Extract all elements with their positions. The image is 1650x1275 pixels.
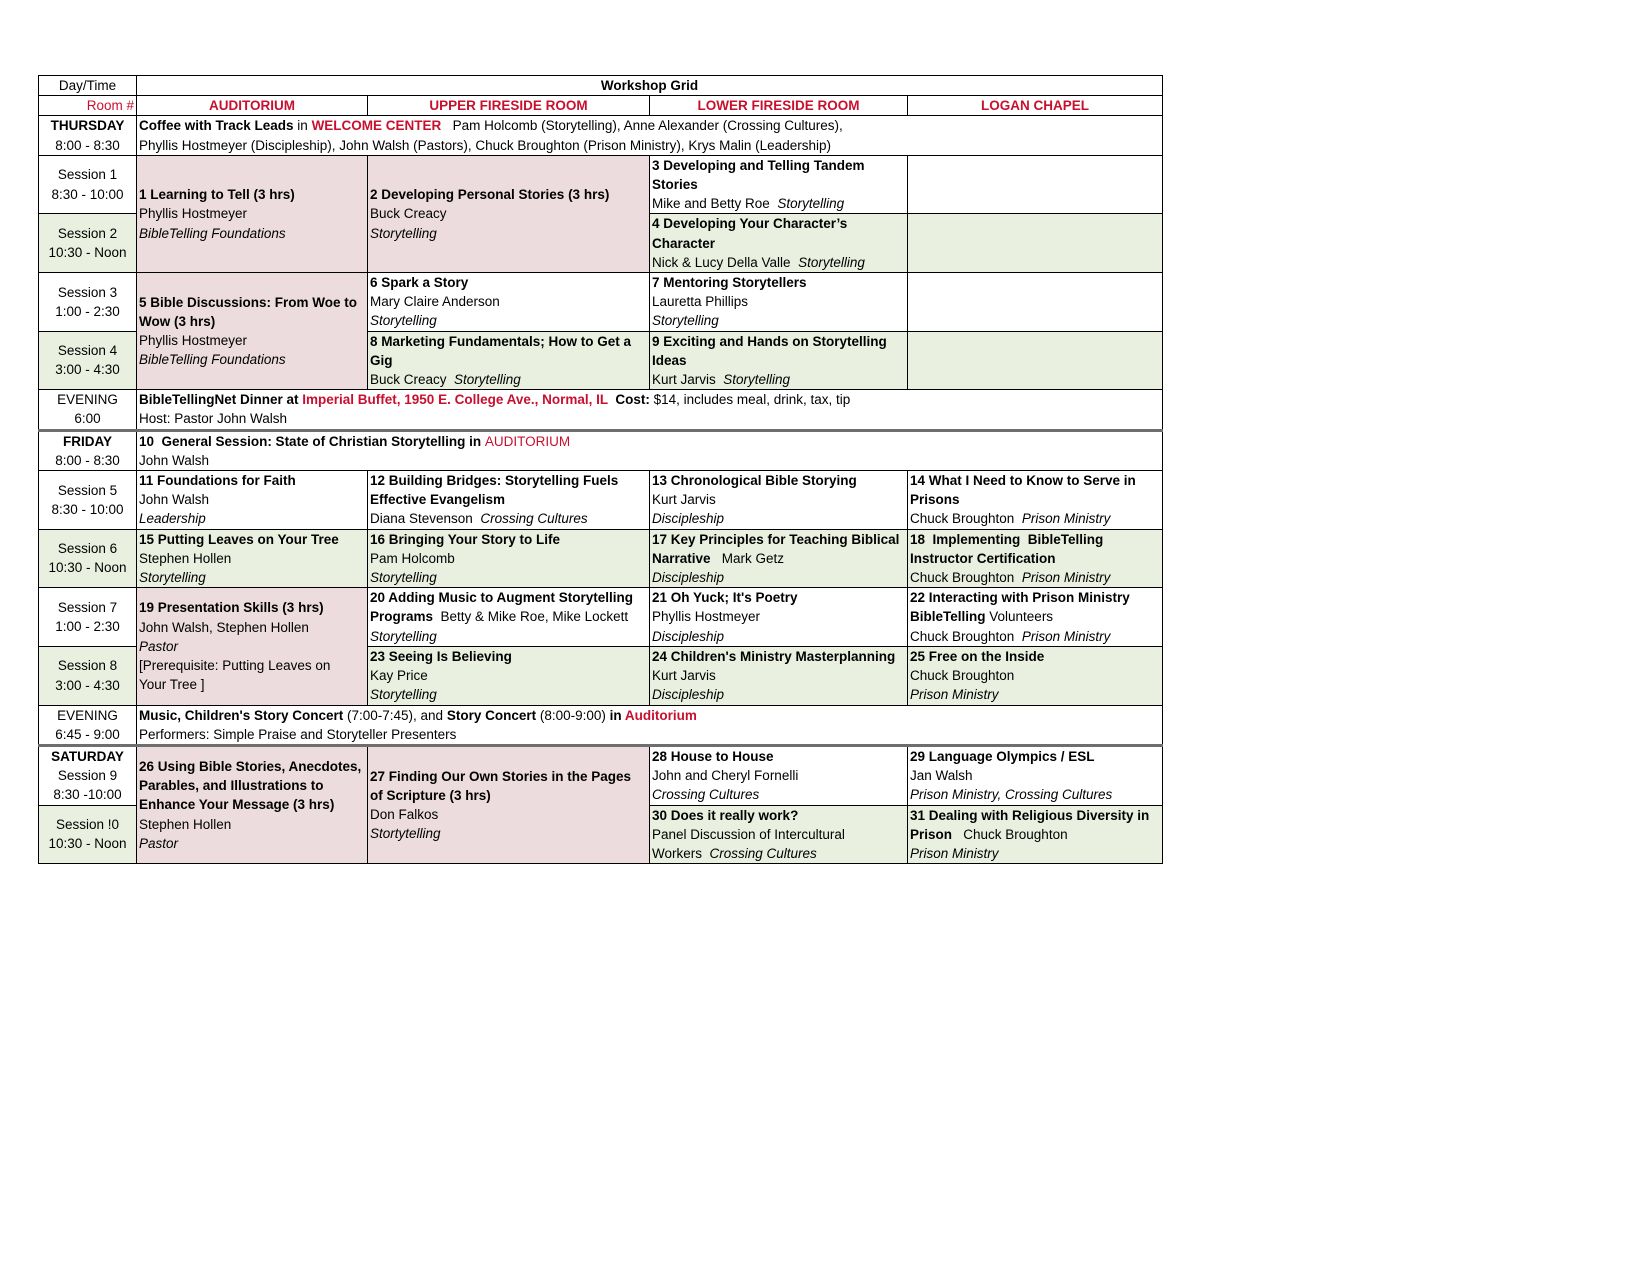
text-friday-w11-track: Leadership [139,511,206,527]
text-thursday-s4-name: Session 4 [57,343,118,359]
workshop-22 [908,588,1163,647]
workshop-12 [368,471,650,530]
text-thursday-w7-presenter: Lauretta Phillips [652,294,749,310]
text-friday-w16-title: 16 Bringing Your Story to Life [370,531,561,547]
coffee-cell [137,116,1163,155]
text-friday-w22-bold2: BibleTelling [910,609,986,625]
text-friday-w21-title: 21 Oh Yuck; It's Poetry [652,590,798,606]
text-friday-w12-track: Crossing Cultures [480,511,588,527]
text-friday-evening-b1: Music, Children's Story Concert [139,707,344,723]
text-friday-w23-title: 23 Seeing Is Believing [370,648,512,664]
text-thursday-s1-name: Session 1 [57,167,118,183]
text-friday-w23-presenter: Kay Price [370,668,428,684]
room-lower-fireside: LOWER FIRESIDE ROOM [650,96,908,116]
text-friday-w19-track: Pastor [139,638,179,654]
text-friday-evening-place: Auditorium [624,707,697,723]
workshop-20 [368,588,650,647]
evening-label [39,390,137,430]
text-saturday-w26-presenter: Stephen Hollen [139,816,232,832]
text-saturday-w28-track: Crossing Cultures [652,787,760,803]
text-friday-s5-name: Session 5 [57,482,118,498]
text-thursday-w6-track: Storytelling [370,313,437,329]
text-friday-day: FRIDAY [62,433,112,449]
empty-cell [908,331,1163,390]
text-friday-evening-performers: Performers: Simple Praise and Storyteller Presenters [139,726,457,742]
text-friday-w12-title1: 12 Building Bridges: Storytelling Fuels [370,473,619,489]
workshop-28 [650,745,908,805]
thursday-evening-row [39,390,1163,430]
text-friday-w15-presenter: Stephen Hollen [139,550,232,566]
text-friday-evening-b3: in [609,707,625,723]
text-friday-evening-time: 6:45 - 9:00 [55,726,120,742]
text-friday-s6-name: Session 6 [57,541,118,557]
workshop-31 [908,805,1163,864]
text-friday-w20-presenter: Betty & Mike Roe, Mike Lockett [433,609,629,625]
text-friday-s6-time: 10:30 - Noon [48,560,127,576]
text-friday-w22-rest2: Volunteers [985,609,1054,625]
dinner-cell [137,390,1163,430]
text-saturday-w26-title1: 26 Using Bible Stories, Anecdotes, [139,759,362,774]
text-friday-w22-title: 22 Interacting with Prison Ministry [910,590,1130,606]
text-thursday-s3-time: 1:00 - 2:30 [55,303,120,319]
text-thursday-w4-title2: Character [652,235,716,251]
text-thursday-w8-track: Storytelling [454,372,521,388]
text-friday-w21-track: Discipleship [652,628,725,644]
workshop-11 [137,471,368,530]
text-saturday-w31-track: Prison Ministry [910,845,999,861]
text-thursday-coffee-line1_rest: Pam Holcomb (Storytelling), Anne Alexander (Crossing Cultures), [441,118,843,134]
workshop-7 [650,273,908,332]
workshop-4 [650,214,908,273]
text-friday-w25-presenter: Chuck Broughton [910,668,1015,684]
text-thursday-time: 8:00 - 8:30 [55,137,120,153]
workshop-14 [908,471,1163,530]
text-friday-w11-title: 11 Foundations for Faith [139,473,296,489]
text-saturday-s9-time: 8:30 -10:00 [53,787,122,803]
text-thursday-w9-title2: Ideas [652,352,687,368]
workshop-16 [368,529,650,588]
text-friday-w17-title2: Narrative [652,550,711,566]
text-saturday-w31-title2: Prison [910,826,953,842]
text-friday-w18-title2: Instructor Certification [910,550,1056,566]
text-thursday-w2-title: 2 Developing Personal Stories (3 hrs) [370,187,610,203]
workshop-15 [137,529,368,588]
text-friday-w13-title: 13 Chronological Bible Storying [652,473,857,489]
workshop-8 [368,331,650,390]
text-saturday-w30-title: 30 Does it really work? [652,807,799,823]
workshop-25 [908,646,1163,705]
text-saturday-w31-presenter: Chuck Broughton [952,826,1068,842]
daytime-header: Day/Time [39,76,137,96]
text-thursday-w5-presenter: Phyllis Hostmeyer [139,333,248,349]
text-thursday-w9-track: Storytelling [723,372,791,388]
text-friday-w12-presenter: Diana Stevenson [370,511,481,527]
workshop-10 [137,430,1163,470]
text-saturday-w27-track: Stortytelling [370,826,441,842]
grid-title: Workshop Grid [137,76,1163,96]
text-thursday-w3-title2: Stories [652,177,698,193]
text-friday-s5-time: 8:30 - 10:00 [51,501,124,517]
workshop-grid [38,75,1163,864]
text-thursday-s4-time: 3:00 - 4:30 [55,362,120,378]
text-saturday-w29-track: Prison Ministry, Crossing Cultures [910,787,1113,803]
text-friday-w20-track: Storytelling [370,628,437,644]
session-1-label [39,155,137,214]
workshop-29 [908,745,1163,805]
session-3-label [39,273,137,332]
text-friday-general-presenter: John Walsh [139,452,210,468]
text-thursday-w5-title2: Wow (3 hrs) [139,313,216,329]
text-friday-w21-presenter: Phyllis Hostmeyer [652,609,761,625]
text-thursday-w5-title1: 5 Bible Discussions: From Woe to [139,294,358,310]
text-thursday-w1-presenter: Phyllis Hostmeyer [139,206,248,222]
text-saturday-s9-name: Session 9 [57,768,118,784]
text-saturday-w28-presenter: John and Cheryl Fornelli [652,768,799,784]
text-thursday-evening-cost_label: Cost: [607,392,650,408]
text-friday-w14-title1: 14 What I Need to Know to Serve in [910,473,1136,489]
session-5-label [39,471,137,530]
text-thursday-w9-title1: 9 Exciting and Hands on Storytelling [652,333,887,349]
session-6-label [39,529,137,588]
text-thursday-evening-host: Host: Pastor John Walsh [139,411,288,427]
workshop-19 [137,588,368,705]
workshop-21 [650,588,908,647]
day-cell [39,430,137,470]
workshop-6 [368,273,650,332]
session-10-label [39,805,137,864]
text-friday-s8-name: Session 8 [57,658,118,674]
workshop-2 [368,155,650,272]
text-thursday-s3-name: Session 3 [57,284,118,300]
text-thursday-w7-title: 7 Mentoring Storytellers [652,275,807,291]
room-upper-fireside: UPPER FIRESIDE ROOM [368,96,650,116]
text-friday-w24-track: Discipleship [652,687,725,703]
text-friday-w18-presenter: Chuck Broughton [910,570,1022,586]
text-saturday-w29-presenter: Jan Walsh [910,768,973,784]
text-friday-evening-t2: (8:00-9:00) [536,707,610,723]
concert-cell [137,705,1163,745]
text-friday-w18-title1: 18 Implementing BibleTelling [910,531,1104,547]
text-friday-evening-b2: Story Concert [446,707,537,723]
text-saturday-w26-title3: Enhance Your Message (3 hrs) [139,797,335,813]
text-thursday-w2-presenter: Buck Creacy [370,206,447,222]
empty-cell [908,273,1163,332]
workshop-5 [137,273,368,390]
text-thursday-w4-presenter: Nick & Lucy Della Valle [652,254,799,270]
text-thursday-day: THURSDAY [50,118,125,134]
room-auditorium: AUDITORIUM [137,96,368,116]
text-friday-w17-track: Discipleship [652,570,725,586]
text-friday-w18-track: Prison Ministry [1021,570,1111,586]
friday-general-row [39,430,1163,470]
text-friday-w20-title1: 20 Adding Music to Augment Storytelling [370,590,634,606]
text-friday-w19-presenter: John Walsh, Stephen Hollen [139,619,309,635]
text-thursday-w8-presenter: Buck Creacy [370,372,455,388]
workshop-23 [368,646,650,705]
text-friday-w22-presenter: Chuck Broughton [910,628,1022,644]
text-saturday-w31-title1: 31 Dealing with Religious Diversity in [910,807,1150,823]
text-friday-w14-presenter: Chuck Broughton [910,511,1022,527]
workshop-3 [650,155,908,214]
text-friday-w22-track: Prison Ministry [1021,628,1111,644]
text-thursday-w3-track: Storytelling [777,196,845,212]
text-saturday-w30-line3: Workers [652,845,710,861]
day-cell [39,116,137,155]
text-friday-s8-time: 3:00 - 4:30 [55,677,120,693]
text-friday-w16-track: Storytelling [370,570,437,586]
text-friday-w20-title2: Programs [370,609,434,625]
text-saturday-s10-name: Session !0 [55,817,120,833]
text-friday-w13-presenter: Kurt Jarvis [652,492,716,508]
text-friday-w23-track: Storytelling [370,687,437,703]
workshop-30 [650,805,908,864]
text-thursday-w3-title1: 3 Developing and Telling Tandem [652,157,865,173]
text-saturday-w26-track: Pastor [139,835,179,851]
workshop-27 [368,745,650,863]
text-friday-w13-track: Discipleship [652,511,725,527]
text-saturday-s10-time: 10:30 - Noon [48,836,127,852]
session-2-label [39,214,137,273]
text-friday-w25-title: 25 Free on the Inside [910,648,1045,664]
text-friday-general-title: 10 General Session: State of Christian Storytelling in [139,433,485,449]
text-thursday-w1-track: BibleTelling Foundations [139,225,286,241]
text-thursday-w2-track: Storytelling [370,225,437,241]
text-saturday-w28-title: 28 House to House [652,748,774,764]
thursday-coffee-row [39,116,1163,155]
text-thursday-coffee-in: in [293,118,312,134]
text-saturday-w27-title1: 27 Finding Our Own Stories in the Pages [370,768,632,784]
text-friday-w19-title: 19 Presentation Skills (3 hrs) [139,600,324,616]
session-4-label [39,331,137,390]
text-friday-w17-title1: 17 Key Principles for Teaching Biblical [652,531,900,547]
session-7-label [39,588,137,647]
text-friday-s7-name: Session 7 [57,599,118,615]
workshop-1 [137,155,368,272]
workshop-13 [650,471,908,530]
text-saturday-w29-title: 29 Language Olympics / ESL [910,748,1095,764]
text-thursday-w1-title: 1 Learning to Tell (3 hrs) [139,187,295,203]
text-friday-w15-track: Storytelling [139,570,206,586]
text-saturday-w30-line2: Panel Discussion of Intercultural [652,826,845,842]
text-thursday-w4-track: Storytelling [798,254,865,270]
friday-evening-row [39,705,1163,745]
text-thursday-evening-lead: BibleTellingNet Dinner at [139,392,303,408]
text-thursday-coffee-line2: Phyllis Hostmeyer (Discipleship), John Walsh (Pastors), Chuck Broughton (Prison Ministry), Krys Malin (Leadership) [139,137,831,153]
room-logan-chapel: LOGAN CHAPEL [908,96,1163,116]
text-friday-w16-presenter: Pam Holcomb [370,550,455,566]
workshop-24 [650,646,908,705]
session-8-label [39,646,137,705]
workshop-9 [650,331,908,390]
workshop-18 [908,529,1163,588]
text-friday-w14-title2: Prisons [910,492,960,508]
text-friday-w24-title: 24 Children's Ministry Masterplanning [652,648,896,664]
text-thursday-w8-title1: 8 Marketing Fundamentals; How to Get a [370,333,632,349]
text-friday-w19-note1: [Prerequisite: Putting Leaves on [139,657,331,673]
text-saturday-w27-presenter: Don Falkos [370,807,439,823]
text-thursday-coffee-place: WELCOME CENTER [311,118,442,134]
text-friday-general-place: AUDITORIUM [484,433,571,449]
text-thursday-evening-cost: $14, includes meal, drink, tax, tip [649,392,851,408]
text-thursday-s2-time: 10:30 - Noon [48,245,127,261]
text-friday-w25-track: Prison Ministry [910,687,999,703]
text-thursday-w6-presenter: Mary Claire Anderson [370,294,500,310]
text-thursday-w7-track: Storytelling [652,313,719,329]
text-thursday-evening-time: 6:00 [74,411,101,427]
room-header: Room # [39,96,137,116]
text-thursday-w4-title1: 4 Developing Your Character’s [652,216,848,232]
text-friday-evening-t1: (7:00-7:45), and [343,707,447,723]
text-saturday-w30-track: Crossing Cultures [709,845,817,861]
text-thursday-w6-title: 6 Spark a Story [370,275,469,291]
empty-cell [908,155,1163,214]
text-friday-s7-time: 1:00 - 2:30 [55,619,120,635]
text-saturday-day: SATURDAY [51,748,124,764]
evening-label [39,705,137,745]
text-thursday-s2-name: Session 2 [57,226,118,242]
text-thursday-w3-presenter: Mike and Betty Roe [652,196,778,212]
text-thursday-s1-time: 8:30 - 10:00 [51,186,124,202]
text-thursday-evening-day: EVENING [57,392,118,408]
text-friday-w11-presenter: John Walsh [139,492,210,508]
text-saturday-w27-title2: of Scripture (3 hrs) [370,787,491,803]
text-friday-w14-track: Prison Ministry [1021,511,1111,527]
workshop-26 [137,745,368,863]
text-friday-w19-note2: Your Tree ] [139,677,205,693]
text-thursday-evening-place: Imperial Buffet, 1950 E. College Ave., Normal, IL [302,392,608,408]
text-saturday-w26-title2: Parables, and Illustrations to [139,778,324,794]
workshop-17 [650,529,908,588]
text-thursday-w5-track: BibleTelling Foundations [139,352,286,368]
session-9-label [39,745,137,805]
text-friday-time: 8:00 - 8:30 [55,452,120,468]
text-friday-w12-title2: Effective Evangelism [370,492,506,508]
text-friday-w17-presenter: Mark Getz [710,550,785,566]
text-friday-evening-day: EVENING [57,707,118,723]
text-thursday-coffee-lead: Coffee with Track Leads [139,118,294,134]
text-thursday-w9-presenter: Kurt Jarvis [652,372,724,388]
text-thursday-w8-title2: Gig [370,352,393,368]
text-friday-w15-title: 15 Putting Leaves on Your Tree [139,531,339,547]
empty-cell [908,214,1163,273]
text-friday-w24-presenter: Kurt Jarvis [652,668,716,684]
